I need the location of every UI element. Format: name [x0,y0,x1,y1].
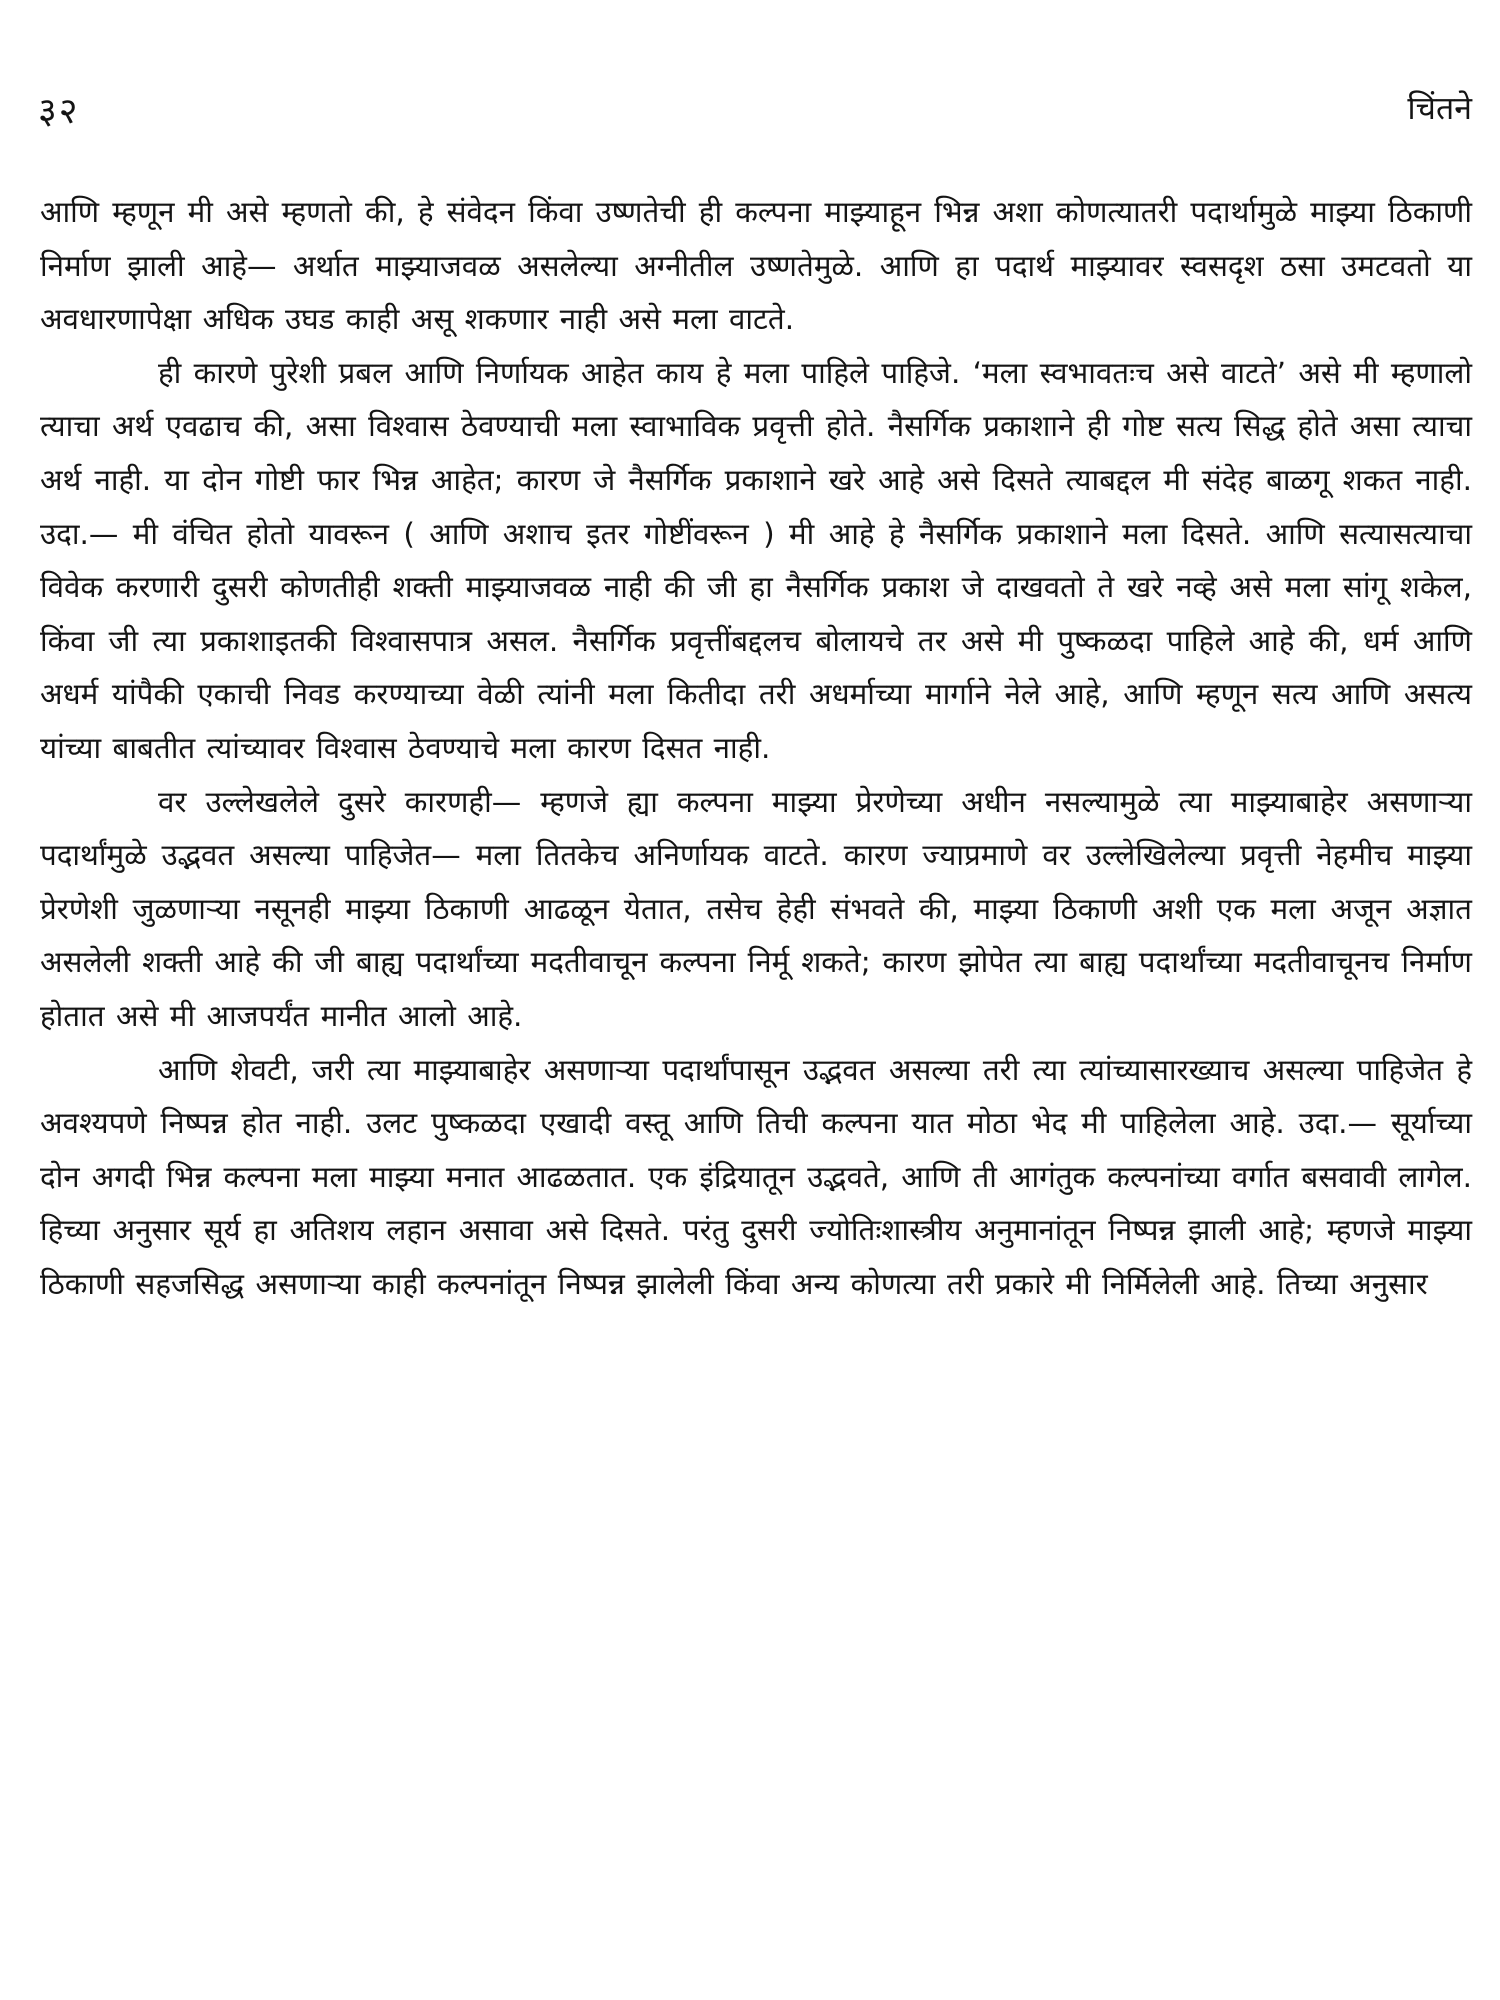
body-text [40,186,1472,1311]
paragraph-4: आणि शेवटी, जरी त्या माझ्याबाहेर असणाऱ्या पदार्थांपासून उद्भवत असल्या तरी त्या त्यांच्यासारख्याच असल्या पाहिजेत हे अवश्यपणे निष्पन्न होत नाही. उलट पुष्कळदा एखादी वस्तू आणि तिची कल्पना यात मोठा भेद मी पाहिलेला आहे. उदा.— सूर्याच्या दोन अगदी भिन्न कल्पना मला माझ्या मनात आढळतात. एक इंद्रियातून उद्भवते, आणि ती आगंतुक कल्पनांच्या वर्गात बसवावी लागेल. हिच्या अनुसार सूर्य हा अतिशय लहान असावा असे दिसते. परंतु दुसरी ज्योतिःशास्त्रीय अनुमानांतून निष्पन्न झाली आहे; म्हणजे माझ्या ठिकाणी सहजसिद्ध असणाऱ्या काही कल्पनांतून निष्पन्न झालेली किंवा अन्य कोणत्या तरी प्रकारे मी निर्मिलेली आहे. तिच्या अनुसार [40,1052,1472,1301]
paragraph-1: आणि म्हणून मी असे म्हणतो की, हे संवेदन किंवा उष्णतेची ही कल्पना माझ्याहून भिन्न अशा कोणत्यातरी पदार्थामुळे माझ्या ठिकाणी निर्माण झाली आहे— अर्थात माझ्याजवळ असलेल्या अग्नीतील उष्णतेमुळे. आणि हा पदार्थ माझ्यावर स्वसदृश ठसा उमटवतो या अवधारणापेक्षा अधिक उघड काही असू शकणार नाही असे मला वाटते. [40,195,1472,337]
page-number: ३२ [38,91,80,132]
running-title: चिंतने [1407,89,1472,127]
paragraph-3: वर उल्लेखलेले दुसरे कारणही— म्हणजे ह्या कल्पना माझ्या प्रेरणेच्या अधीन नसल्यामुळे त्या माझ्याबाहेर असणाऱ्या पदार्थांमुळे उद्भवत असल्या पाहिजेत— मला तितकेच अनिर्णायक वाटते. कारण ज्याप्रमाणे वर उल्लेखिलेल्या प्रवृत्ती नेहमीच माझ्या प्रेरणेशी जुळणाऱ्या नसूनही माझ्या ठिकाणी आढळून येतात, तसेच हेही संभवते की, माझ्या ठिकाणी अशी एक मला अजून अज्ञात असलेली शक्ती आहे की जी बाह्य पदार्थांच्या मदतीवाचून कल्पना निर्मू शकते; कारण झोपेत त्या बाह्य पदार्थांच्या मदतीवाचूनच निर्माण होतात असे मी आजपर्यंत मानीत आलो आहे. [40,784,1472,1033]
paragraph-2: ही कारणे पुरेशी प्रबल आणि निर्णायक आहेत काय हे मला पाहिले पाहिजे. ‘मला स्वभावतःच असे वाटते’ असे मी म्हणालो त्याचा अर्थ एवढाच की, असा विश्वास ठेवण्याची मला स्वाभाविक प्रवृत्ती होते. नैसर्गिक प्रकाशाने ही गोष्ट सत्य सिद्ध होते असा त्याचा अर्थ नाही. या दोन गोष्टी फार भिन्न आहेत; कारण जे नैसर्गिक प्रकाशाने खरे आहे असे दिसते त्याबद्दल मी संदेह बाळगू शकत नाही. उदा.— मी वंचित होतो यावरून ( आणि अशाच इतर गोष्टींवरून ) मी आहे हे नैसर्गिक प्रकाशाने मला दिसते. आणि सत्यासत्याचा विवेक करणारी दुसरी कोणतीही शक्ती माझ्याजवळ नाही की जी हा नैसर्गिक प्रकाश जे दाखवतो ते खरे नव्हे असे मला सांगू शकेल, किंवा जी त्या प्रकाशाइतकी विश्वासपात्र असल. नैसर्गिक प्रवृत्तींबद्दलच बोलायचे तर असे मी पुष्कळदा पाहिले आहे की, धर्म आणि अधर्म यांपैकी एकाची निवड करण्याच्या वेळी त्यांनी मला कितीदा तरी अधर्माच्या मार्गाने नेले आहे, आणि म्हणून सत्य आणि असत्य यांच्या बाबतीत त्यांच्यावर विश्वास ठेवण्याचे मला कारण दिसत नाही. [40,355,1472,765]
